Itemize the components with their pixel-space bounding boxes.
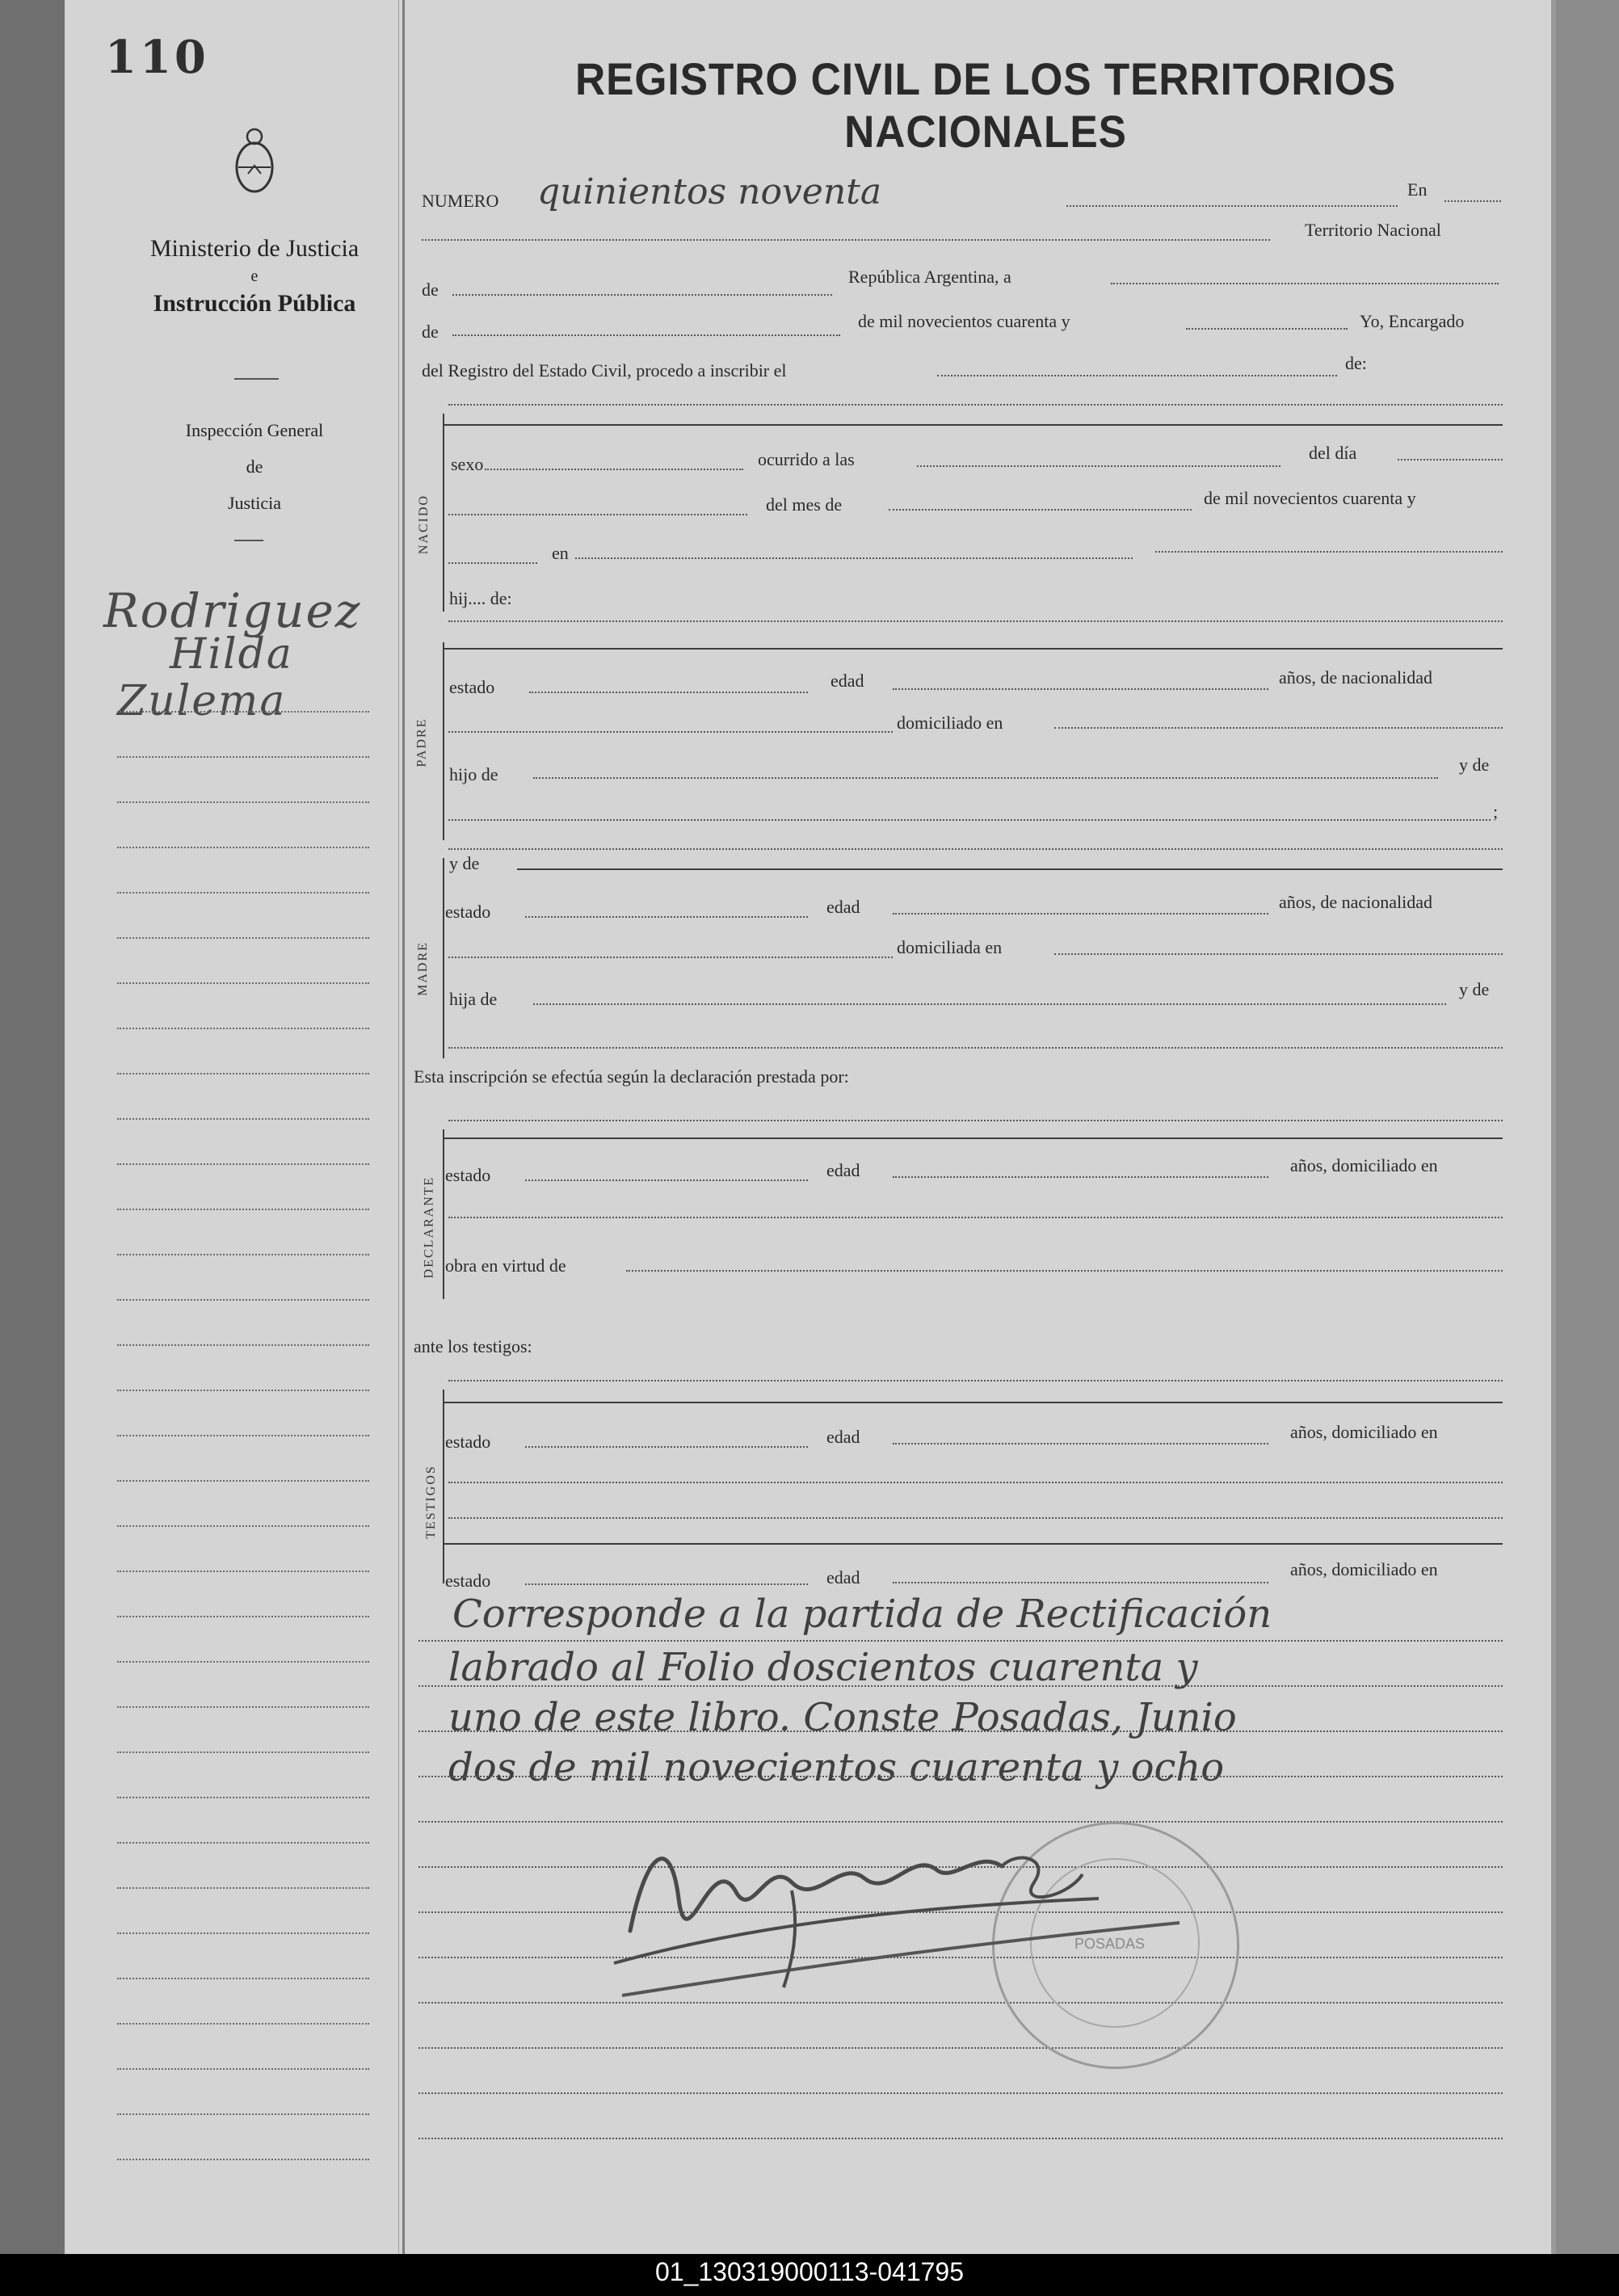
- en-born-dotted-2: [1155, 551, 1503, 553]
- madre-estado-dotted: [525, 916, 808, 918]
- padre-domiciliado-dotted: [1054, 727, 1503, 729]
- declaracion-label: Esta inscripción se efectúa según la declaración prestada por:: [414, 1066, 849, 1087]
- testigo1-last-dotted: [448, 1517, 1503, 1519]
- obra-dotted: [626, 1270, 1503, 1272]
- padre-side-label: PADRE: [414, 717, 429, 767]
- testigo1-estado-dotted: [525, 1446, 808, 1448]
- margin-ruled-line: [117, 847, 369, 848]
- hij-label: hij.... de:: [449, 588, 512, 608]
- margin-ruled-line: [117, 1480, 369, 1482]
- en-dotted: [1444, 200, 1501, 202]
- madre-domiciliada-label: domiciliada en: [897, 937, 1003, 957]
- testigo2-estado-dotted: [525, 1583, 808, 1585]
- en-born-dotted: [575, 557, 1133, 559]
- testigos-dotted-top: [448, 1380, 1503, 1381]
- image-caption: 01_130319000113-041795: [654, 2257, 964, 2286]
- margin-ruled-line: [117, 2068, 369, 2070]
- margin-ruled-line: [117, 1073, 369, 1074]
- margin-rule: [402, 0, 405, 2254]
- margin-ruled-line: [117, 1299, 369, 1301]
- margin-ruled-line: [117, 1118, 369, 1120]
- territorio-label: Territorio Nacional: [1305, 220, 1441, 240]
- coat-of-arms-icon: [230, 125, 279, 198]
- del-dia-dotted: [1398, 459, 1503, 460]
- hija-de-label: hija de: [449, 989, 498, 1009]
- del-mes-dotted: [889, 509, 1192, 511]
- declarante-mid-dotted: [448, 1217, 1503, 1218]
- margin-ruled-line: [117, 1932, 369, 1934]
- margin-ruled-line: [117, 2023, 369, 2025]
- handwritten-surname: Rodriguez: [103, 583, 362, 638]
- padre-edad-label: edad: [831, 671, 864, 691]
- padre-top-rule: [444, 648, 1503, 650]
- padre-last-dotted: [448, 819, 1491, 821]
- madre-top-rule: [517, 868, 1503, 870]
- inspeccion-heading: [145, 412, 364, 521]
- margin-ruled-line: [117, 1842, 369, 1844]
- en-born-label: en: [552, 543, 569, 563]
- margin-ruled-line: [117, 756, 369, 758]
- padre-estado-dotted: [529, 692, 808, 693]
- territorio-dotted: [422, 239, 1270, 241]
- mil-label: de mil novecientos cuarenta y: [858, 311, 1070, 331]
- testigos-top-rule: [444, 1402, 1503, 1403]
- de1-dotted: [452, 294, 832, 296]
- margin-ruled-line: [117, 2159, 369, 2160]
- madre-last-dotted: [448, 1047, 1503, 1049]
- margin-ruled-line: [117, 801, 369, 803]
- madre-domiciliada-dotted: [1054, 953, 1503, 955]
- del-mes-label: del mes de: [766, 494, 843, 515]
- handwritten-name-2: Zulema: [117, 677, 287, 725]
- nota-line-4: dos de mil novecientos cuarenta y ocho: [448, 1745, 1225, 1790]
- margin-ruled-line: [117, 1706, 369, 1708]
- sidebar-divider: [234, 378, 279, 380]
- ocurrido-label: ocurrido a las: [758, 449, 855, 469]
- stamp-text: POSADAS: [1074, 1936, 1146, 1952]
- book-binding-left: [0, 0, 65, 2254]
- nacido-side-label: NACIDO: [417, 494, 431, 555]
- declarante-anos-label: años, domiciliado en: [1290, 1155, 1438, 1175]
- margin-ruled-line: [117, 1616, 369, 1617]
- obra-label: obra en virtud de: [445, 1255, 566, 1276]
- sexo-dotted: [485, 469, 743, 470]
- declarante-estado-dotted: [525, 1180, 808, 1181]
- de2-dotted: [452, 334, 840, 336]
- margin-ruled-line: [117, 711, 369, 713]
- padre-estado-label: estado: [449, 677, 495, 697]
- ministerio-line2: Instrucción Pública: [153, 290, 356, 317]
- margin-ruled-line: [117, 982, 369, 984]
- testigo1-mid-dotted: [448, 1482, 1503, 1483]
- margin-ruled-line: [117, 1254, 369, 1255]
- margin-ruled-line: [117, 1028, 369, 1029]
- madre-dom-pre-dotted: [448, 957, 893, 958]
- signature-mark: [598, 1802, 1212, 2012]
- madre-edad-dotted: [893, 913, 1268, 915]
- testigos-side-label: TESTIGOS: [423, 1465, 438, 1539]
- declarante-edad-dotted: [893, 1176, 1268, 1178]
- padre-dom-pre-dotted: [448, 731, 893, 733]
- madre-edad-label: edad: [826, 897, 860, 917]
- testigos-mid-rule: [444, 1543, 1503, 1545]
- mil-dotted: [1186, 328, 1348, 330]
- margin-ruled-line: [117, 937, 369, 939]
- madre-estado-label: estado: [445, 902, 491, 922]
- margin-ruled-line: [117, 2113, 369, 2115]
- ministerio-heading: [121, 230, 388, 322]
- registro-dotted: [937, 375, 1337, 376]
- testigo1-edad-dotted: [893, 1443, 1268, 1444]
- declarante-side-label: DECLARANTE: [422, 1175, 436, 1279]
- madre-side-label: MADRE: [415, 941, 430, 996]
- inspeccion-de: de: [246, 456, 263, 477]
- testigo2-anos-label: años, domiciliado en: [1290, 1559, 1438, 1579]
- margin-ruled-line: [117, 1571, 369, 1572]
- body-ruled-line: [418, 2092, 1503, 2094]
- testigo1-edad-label: edad: [826, 1427, 860, 1447]
- declarante-bracket: [443, 1129, 444, 1299]
- padre-semicolon: ;: [1493, 801, 1499, 822]
- republica-label: República Argentina, a: [848, 267, 1011, 287]
- page-number: 110: [105, 31, 209, 84]
- margin-ruled-line: [117, 1525, 369, 1527]
- inspeccion-line2: Justicia: [228, 493, 281, 513]
- de3-label: de:: [1345, 353, 1367, 373]
- testigo2-edad-dotted: [893, 1582, 1268, 1583]
- yo-label: Yo, Encargado: [1360, 311, 1465, 331]
- handwritten-name-1: Hilda: [170, 630, 293, 679]
- body-ruled-line: [418, 1640, 1503, 1642]
- margin-rule-inner: [398, 0, 399, 2254]
- inspeccion-line1: Inspección General: [185, 420, 324, 440]
- testigos-bracket: [443, 1390, 444, 1583]
- numero-value: quinientos noventa: [537, 171, 882, 212]
- testigo2-estado-label: estado: [445, 1571, 491, 1591]
- ministerio-e: e: [250, 267, 259, 285]
- body-ruled-line: [418, 1776, 1503, 1777]
- body-ruled-line: [418, 2138, 1503, 2139]
- margin-ruled-line: [117, 1797, 369, 1798]
- registro-label: del Registro del Estado Civil, procedo a inscribir el: [422, 360, 787, 381]
- testigo2-edad-label: edad: [826, 1567, 860, 1587]
- del-mes-pre-dotted: [448, 514, 747, 515]
- document-title: REGISTRO CIVIL DE LOS TERRITORIOS NACIONALES: [574, 53, 1397, 157]
- margin-ruled-line: [117, 1978, 369, 1979]
- nota-line-2: labrado al Folio doscientos cuarenta y: [448, 1645, 1198, 1690]
- hijo-de-dotted: [533, 777, 1438, 779]
- del-dia-label: del día: [1309, 443, 1357, 463]
- en-pre-dotted: [448, 562, 537, 564]
- de1-label: de: [422, 280, 439, 300]
- testigo1-anos-label: años, domiciliado en: [1290, 1422, 1438, 1442]
- hija-de-dotted: [533, 1003, 1446, 1005]
- padre-y-de-label: y de: [1459, 755, 1490, 775]
- en-label: En: [1407, 179, 1428, 200]
- declarante-edad-label: edad: [826, 1160, 860, 1180]
- padre-edad-dotted: [893, 688, 1268, 690]
- nacido-dotted-bottom: [448, 620, 1503, 622]
- padre-anos-label: años, de nacionalidad: [1279, 667, 1432, 688]
- testigos-intro-label: ante los testigos:: [414, 1336, 532, 1356]
- sexo-label: sexo: [451, 454, 484, 474]
- margin-ruled-line: [117, 1390, 369, 1391]
- padre-domiciliado-label: domiciliado en: [897, 713, 1003, 733]
- body-ruled-line: [418, 1685, 1503, 1687]
- body-ruled-line: [418, 2047, 1503, 2049]
- margin-ruled-line: [117, 1344, 369, 1346]
- madre-anos-label: años, de nacionalidad: [1279, 892, 1432, 912]
- nota-line-3: uno de este libro. Conste Posadas, Junio: [448, 1695, 1237, 1740]
- margin-ruled-line: [117, 1435, 369, 1436]
- madre-bracket: [443, 858, 444, 1058]
- hijo-de-label: hijo de: [449, 764, 498, 784]
- madre-dotted-top: [448, 848, 1503, 850]
- testigo1-estado-label: estado: [445, 1432, 491, 1452]
- margin-ruled-line: [117, 1887, 369, 1889]
- nacido-dotted-top: [448, 404, 1503, 406]
- margin-ruled-line: [117, 1209, 369, 1210]
- margin-ruled-line: [117, 1163, 369, 1165]
- ministerio-line1: Ministerio de Justicia: [149, 235, 360, 262]
- declarante-top-rule: [444, 1137, 1503, 1139]
- padre-bracket: [443, 642, 444, 840]
- margin-ruled-line: [117, 1751, 369, 1753]
- body-ruled-line: [418, 1730, 1503, 1732]
- margin-ruled-line: [117, 1661, 369, 1663]
- nota-line-1: Corresponde a la partida de Rectificación: [452, 1592, 1272, 1637]
- declarante-dotted-top: [448, 1120, 1503, 1121]
- book-edge-right: [1556, 0, 1619, 2254]
- sidebar-divider-2: [234, 540, 263, 541]
- ocurrido-dotted: [917, 465, 1280, 467]
- declarante-estado-label: estado: [445, 1165, 491, 1185]
- numero-dotted: [1066, 205, 1398, 207]
- nacido-top-rule: [444, 424, 1503, 426]
- margin-ruled-line: [117, 892, 369, 894]
- nacido-bracket: [443, 414, 444, 612]
- numero-label: NUMERO: [422, 191, 499, 211]
- madre-y-de-label: y de: [1459, 979, 1490, 999]
- de2-label: de: [422, 322, 439, 342]
- a-dotted: [1111, 283, 1499, 284]
- mil-novecientos-label: de mil novecientos cuarenta y: [1204, 488, 1416, 508]
- madre-y-de-top-label: y de: [449, 853, 480, 873]
